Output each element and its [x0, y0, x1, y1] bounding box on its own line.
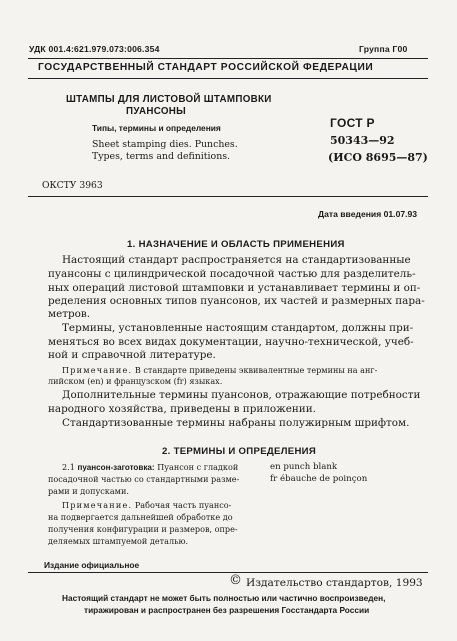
- section2-heading: 2. ТЕРМИНЫ И ОПРЕДЕЛЕНИЯ: [162, 446, 317, 457]
- section1-p2-line3: ной и справочной литературе.: [48, 349, 216, 361]
- section1-p1-line3: ных операций листовой штамповки и устанавливает термины и оп-: [48, 282, 421, 294]
- english-title-line1: Sheet stamping dies. Punches.: [92, 139, 238, 150]
- section1-note-line1: [62, 365, 377, 376]
- section1-p1-line4: ределения основных типов пуансонов, их частей и размерных пара-: [48, 295, 425, 307]
- effective-date: Дата введения 01.07.93: [318, 209, 418, 219]
- header-rule-bottom: [28, 78, 428, 79]
- reproduction-notice-line2: тиражирован и распространен без разрешения Госстандарта России: [84, 605, 370, 615]
- term-2-1-line1: [62, 462, 238, 473]
- footer-rule: [28, 572, 428, 573]
- section1-note-line2: лийском (en) и французском (fr) языках.: [48, 376, 223, 386]
- section1-p1-line5: метров.: [48, 308, 91, 320]
- official-edition-label: Издание официальное: [44, 560, 140, 570]
- document-title-line2: ПУАНСОНЫ: [126, 106, 187, 117]
- term-fr-equivalent: fr ébauche de poinçon: [270, 474, 368, 484]
- document-title-line1: ШТАМПЫ ДЛЯ ЛИСТОВОЙ ШТАМПОВКИ: [66, 94, 272, 105]
- term-note-text: Рабочая часть пуансо-: [134, 500, 232, 510]
- term-note-line3: получения конфигурации и размеров, опре-: [48, 524, 238, 534]
- term-en-equivalent: en punch blank: [270, 462, 338, 472]
- document-subtitle: Типы, термины и определения: [92, 123, 221, 133]
- term-note-line4: деляемых штампуемой деталью.: [48, 536, 189, 546]
- section1-p2-line2: меняться во всех видах документации, научно-технической, учеб-: [48, 336, 414, 348]
- copyright-text: Издательство стандартов, 1993: [246, 577, 423, 589]
- iso-reference: (ИСО 8695—87): [328, 151, 428, 164]
- header-rule-top: [28, 58, 428, 59]
- section1-note-label: Примечание.: [62, 365, 133, 375]
- section1-p3-line1: Дополнительные термины пуансонов, отражающие потребности: [62, 389, 421, 401]
- reproduction-notice-line1: Настоящий стандарт не может быть полностью или частично воспроизведен,: [62, 593, 386, 603]
- group-code: Группа Г00: [359, 44, 408, 54]
- term-note-label: Примечание.: [62, 500, 133, 510]
- copyright-symbol: ©: [229, 573, 242, 588]
- term-note-line1: [62, 500, 231, 511]
- section1-p1-line2: пуансоны с цилиндрической посадочной частью для разделитель-: [48, 268, 416, 280]
- english-title-line2: Types, terms and definitions.: [92, 151, 231, 162]
- section1-heading: 1. НАЗНАЧЕНИЕ И ОБЛАСТЬ ПРИМЕНЕНИЯ: [127, 239, 345, 250]
- term-2-1-line2: посадочной частью со стандартными разме-: [48, 474, 240, 484]
- term-2-1-line3: рами и допусками.: [48, 486, 129, 496]
- organization-title: ГОСУДАРСТВЕННЫЙ СТАНДАРТ РОССИЙСКОЙ ФЕДЕРАЦИИ: [38, 62, 374, 73]
- term-number: 2.1: [62, 462, 75, 472]
- section1-p4: Стандартизованные термины набраны полужирным шрифтом.: [62, 417, 410, 429]
- title-separator: [28, 196, 428, 197]
- udk-code: УДК 001.4:621.979.073:006.354: [29, 44, 160, 54]
- term-note-line2: на подвергается дальнейшей обработке до: [48, 512, 233, 522]
- section1-p3-line2: народного хозяйства, приведены в приложении.: [48, 403, 316, 415]
- okstu-code: ОКСТУ 3963: [42, 180, 103, 191]
- section1-note-text: В стандарте приведены эквивалентные термины на анг-: [134, 365, 378, 375]
- section1-p1-line1: Настоящий стандарт распространяется на стандартизованные: [62, 254, 411, 266]
- section1-p2-line1: Термины, установленные настоящим стандартом, должны при-: [62, 322, 414, 334]
- gost-label: ГОСТ Р: [330, 116, 375, 130]
- gost-number: 50343—92: [330, 134, 395, 147]
- term-definition-start: Пуансон с гладкой: [157, 462, 239, 472]
- term-name: пуансон-заготовка:: [77, 463, 155, 472]
